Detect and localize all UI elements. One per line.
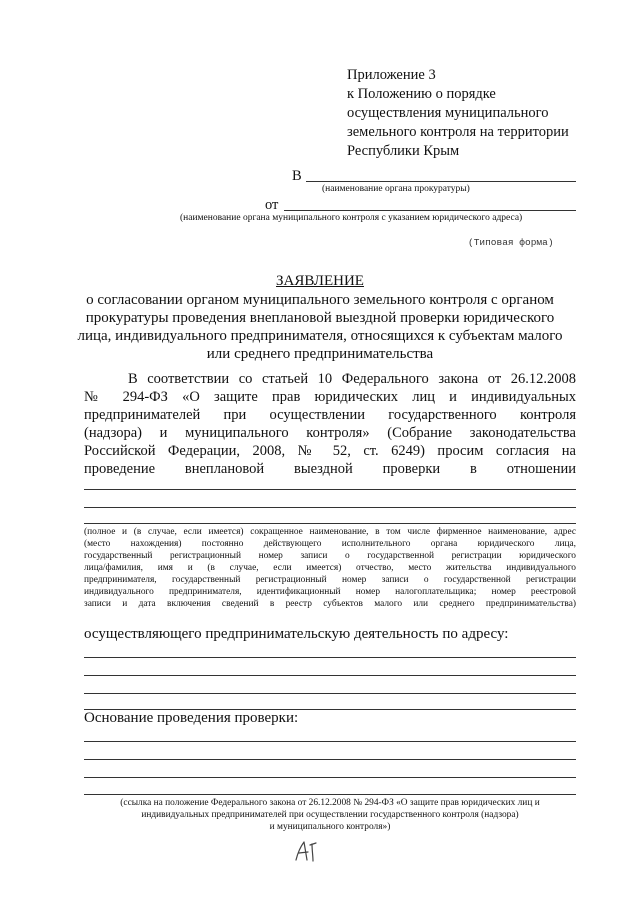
- blank-line: [84, 657, 576, 658]
- entity-note-line: индивидуального предпринимателя, идентификационный номер налогоплательщика; номер реестровой: [84, 587, 576, 597]
- blank-line: [84, 675, 576, 676]
- basis-label: Основание проведения проверки:: [84, 710, 299, 726]
- blank-line: [84, 794, 576, 795]
- basis-note-line: и муниципального контроля»): [269, 822, 391, 832]
- title-subline: о согласовании органом муниципального земельного контроля с органом: [86, 292, 554, 308]
- blank-line: [84, 523, 576, 524]
- from-prefix: от: [265, 197, 279, 213]
- entity-note-line: (место нахождения) постоянно действующего исполнительного органа юридического лица,: [84, 539, 576, 549]
- body-line: (надзора) и муниципального контроля» (Собрание законодательства: [84, 425, 576, 441]
- title-subline: лица, индивидуального предпринимателя, относящихся к субъектам малого: [77, 328, 563, 344]
- to-underline: [306, 181, 576, 182]
- body-line: Российской Федерации, 2008, № 52, ст. 6249) просим согласия на: [84, 443, 576, 459]
- to-prefix: В: [292, 168, 302, 184]
- entity-note-line: предпринимателя, государственный регистрационный номер записи о государственной регистрации: [84, 575, 576, 585]
- title-subline: прокуратуры проведения внеплановой выездной проверки юридического: [85, 310, 555, 326]
- from-underline: [284, 210, 576, 211]
- appendix-line: к Положению о порядке: [347, 86, 496, 102]
- activity-address-label: осуществляющего предпринимательскую деятельность по адресу:: [84, 626, 509, 642]
- form-type-label: (Типовая форма): [468, 237, 554, 248]
- body-line: В соответствии со статьей 10 Федерального закона от 26.12.2008: [128, 371, 576, 387]
- entity-note-line: лица/фамилия, имя и (в случае, если имеется) отчество, место жительства индивидуального: [84, 563, 576, 573]
- from-caption: (наименование органа муниципального контроля с указанием юридического адреса): [180, 213, 523, 223]
- to-caption: (наименование органа прокуратуры): [322, 184, 470, 194]
- title-subline: или среднего предпринимательства: [206, 346, 434, 362]
- entity-note-line: (полное и (в случае, если имеется) сокращенное наименование, в том числе фирменное наименование, адрес: [84, 527, 576, 537]
- basis-note-line: индивидуальных предпринимателей при осуществлении государственного контроля (надзора): [141, 810, 519, 820]
- appendix-line: осуществления муниципального: [347, 105, 549, 121]
- entity-note-line: государственный регистрационный номер записи о государственной регистрации юридического: [84, 551, 576, 561]
- blank-line: [84, 777, 576, 778]
- basis-note-line: (ссылка на положение Федерального закона от 26.12.2008 № 294-ФЗ «О защите прав юридических лиц и: [120, 798, 540, 808]
- blank-line: [84, 741, 576, 742]
- entity-note-line: записи и дата включения сведений в реестр субъектов малого или среднего предпринимательства): [84, 599, 576, 609]
- document-title: ЗАЯВЛЕНИЕ: [276, 273, 364, 289]
- body-line: проведение внеплановой выездной проверки в отношении: [84, 461, 576, 477]
- handwritten-mark-icon: [292, 838, 322, 864]
- blank-line: [84, 693, 576, 694]
- appendix-line: Республики Крым: [347, 143, 460, 159]
- body-line: предпринимателей при осуществлении государственного контроля: [84, 407, 576, 423]
- blank-line: [84, 759, 576, 760]
- body-line: № 294-ФЗ «О защите прав юридических лиц и индивидуальных: [84, 389, 576, 405]
- blank-line: [84, 507, 576, 508]
- appendix-line: Приложение 3: [347, 67, 436, 83]
- blank-line: [84, 489, 576, 490]
- appendix-line: земельного контроля на территории: [347, 124, 569, 140]
